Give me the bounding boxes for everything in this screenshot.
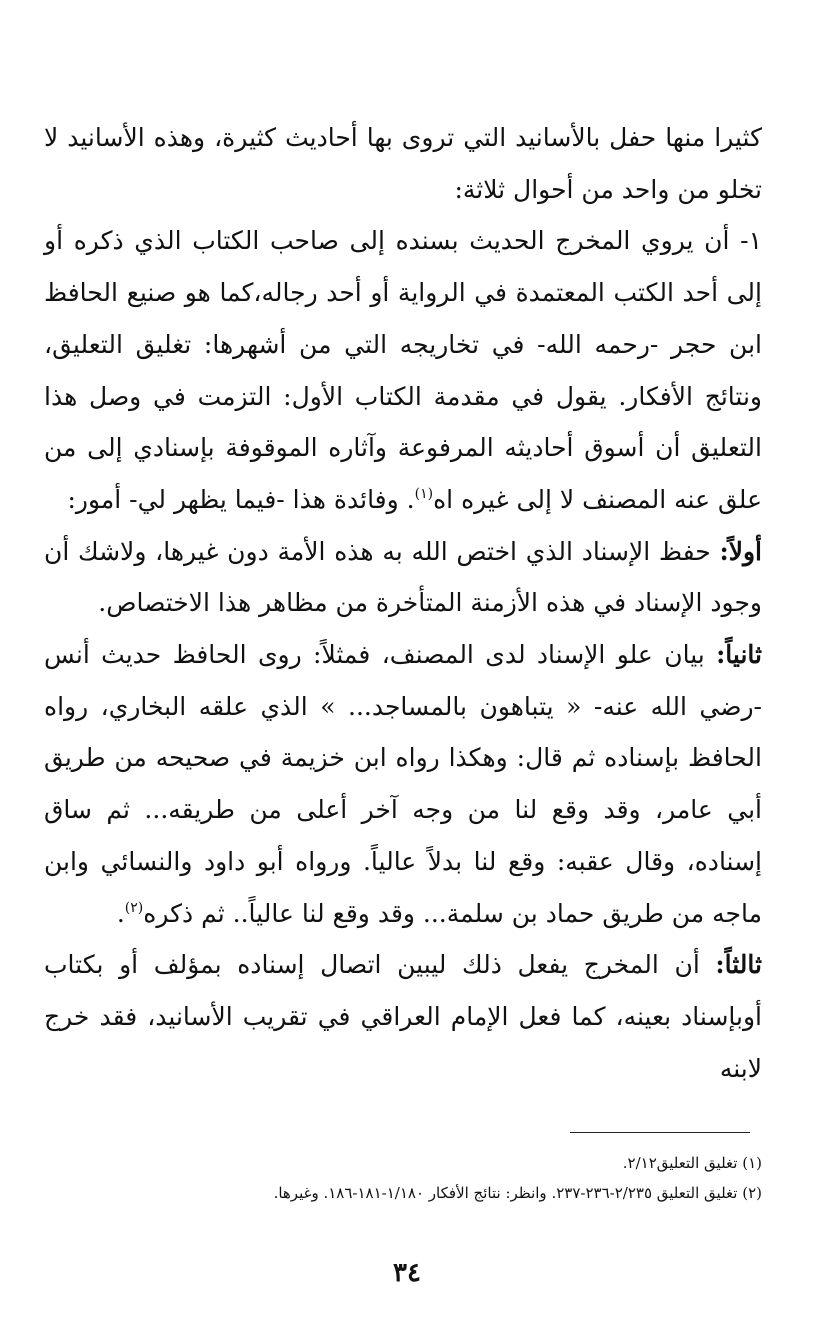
paragraph-first-benefit xyxy=(44,526,762,629)
paragraph-lead: ثانياً: xyxy=(716,640,762,670)
paragraph-second-benefit xyxy=(44,629,762,939)
paragraph-text: كثيرا منها حفل بالأسانيد التي تروى بها أحاديث كثيرة، وهذه الأسانيد لا تخلو من واحد من أحوال ثلاثة: xyxy=(44,123,762,204)
paragraph-tail: . xyxy=(116,898,125,928)
paragraph-text: حفظ الإسناد الذي اختص الله به هذه الأمة دون غيرها، ولاشك أن وجود الإسناد في هذه الأزمنة المتأخرة من مظاهر هذا الاختصاص. xyxy=(44,536,762,618)
footnote-1: (١) تغليق التعليق٢/١٢. xyxy=(622,1154,762,1172)
body-text xyxy=(44,112,762,1094)
page-number: ٣٤ xyxy=(393,1258,421,1288)
footnote-ref-1[interactable]: (١) xyxy=(414,485,434,502)
paragraph-text: ١- أن يروي المخرج الحديث بسنده إلى صاحب الكتاب الذي ذكره أو إلى أحد الكتب المعتمدة في الرواية أو أحد رجاله،كما هو صنيع الحافظ ابن حجر -رحمه الله- في تخاريجه التي من أشهرها: تغليق التعليق، ونتائج الأفكار. يقول في مقدمة الكتاب الأول: التزمت في وصل هذا التعليق أن أسوق أحاديثه المرفوعة وآثاره الموقوفة بإسنادي إلى من علق عنه المصنف لا إلى غيره اه xyxy=(44,226,762,514)
paragraph-lead: أولاً: xyxy=(719,536,762,566)
paragraph-text: بيان علو الإسناد لدى المصنف، فمثلاً: روى الحافظ حديث أنس -رضي الله عنه- « يتباهون بالمساجد... » الذي علقه البخاري، رواه الحافظ بإسناده ثم قال: وهكذا رواه ابن خزيمة في صحيحه من طريق أبي عامر، وقد وقع لنا من وجه آخر أعلى من طريقه... ثم ساق إسناده، وقال عقبه: وقع لنا بدلاً عالياً. ورواه أبو داود والنسائي وابن ماجه من طريق حماد بن سلمة... وقد وقع لنا عالياً.. ثم ذكره xyxy=(44,640,762,928)
paragraph-lead: ثالثاً: xyxy=(715,950,762,980)
footnotes xyxy=(44,1148,762,1208)
paragraph-tail: . وفائدة هذا -فيما يظهر لي- أمور: xyxy=(67,484,415,514)
footnote-divider xyxy=(570,1132,750,1133)
paragraph-text: أن المخرج يفعل ذلك ليبين اتصال إسناده بمؤلف أو بكتاب أوبإسناد بعينه، كما فعل الإمام العراقي في تقريب الأسانيد، فقد خرج لابنه xyxy=(44,950,762,1083)
paragraph-first-case xyxy=(44,215,762,525)
footnote-2: (٢) تغليق التعليق ٢/٢٣٥-٢٣٦-٢٣٧. وانظر: نتائج الأفكار ١/١٨٠-١٨١-١٨٦. وغيرها. xyxy=(273,1184,762,1202)
paragraph-third-benefit xyxy=(44,939,762,1094)
paragraph-intro xyxy=(44,112,762,215)
footnote-ref-2[interactable]: (٢) xyxy=(124,899,144,916)
